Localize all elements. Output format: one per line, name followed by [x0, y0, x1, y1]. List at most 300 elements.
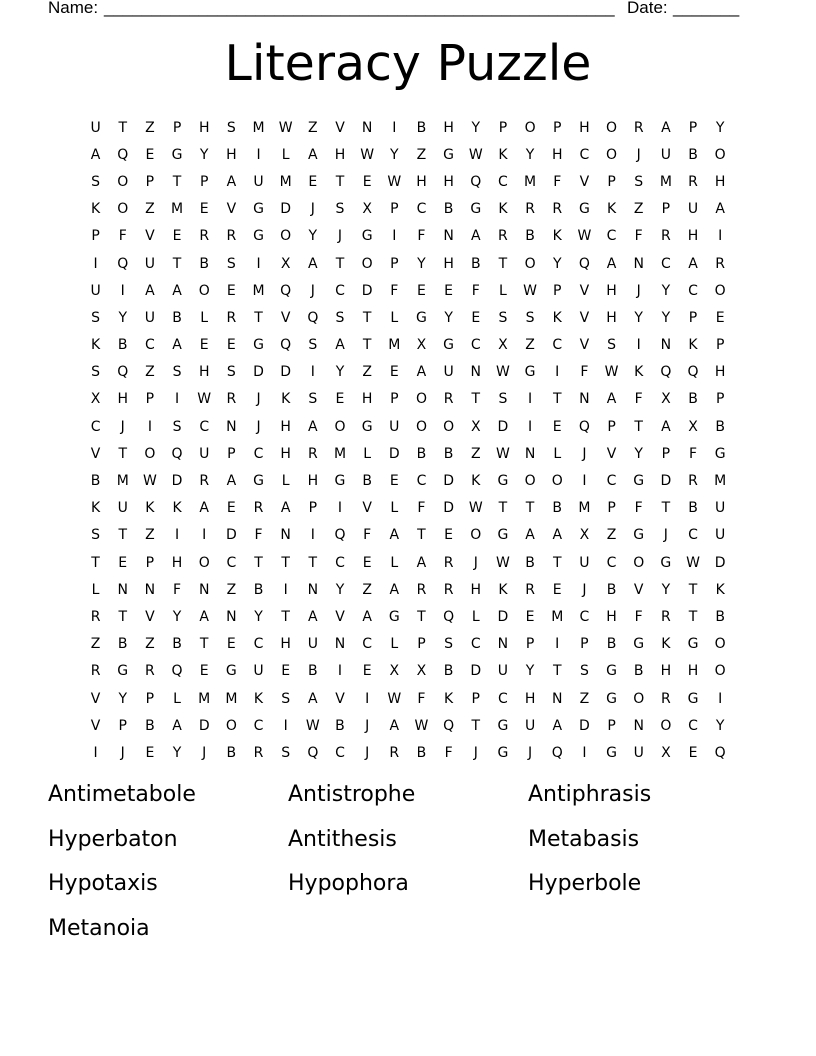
grid-cell[interactable]: Z — [145, 201, 155, 218]
grid-cell[interactable]: Y — [118, 309, 128, 326]
grid-cell[interactable]: I — [283, 581, 288, 598]
grid-cell[interactable]: H — [606, 282, 617, 299]
grid-cell[interactable]: S — [498, 391, 508, 408]
grid-cell[interactable]: C — [416, 473, 427, 490]
grid-cell[interactable]: J — [473, 554, 478, 571]
grid-cell[interactable]: O — [198, 282, 210, 299]
grid-cell[interactable]: A — [172, 282, 182, 299]
grid-cell[interactable]: U — [715, 527, 726, 544]
grid-cell[interactable]: O — [633, 554, 645, 571]
grid-cell[interactable]: P — [145, 391, 155, 408]
grid-cell[interactable]: G — [443, 146, 455, 163]
grid-cell[interactable]: E — [281, 663, 291, 680]
grid-cell[interactable]: R — [199, 473, 210, 490]
grid-cell[interactable]: E — [362, 554, 372, 571]
grid-cell[interactable]: B — [470, 255, 481, 272]
grid-cell[interactable]: G — [443, 337, 455, 354]
grid-cell[interactable]: F — [634, 500, 643, 517]
name-field[interactable]: ______________________________________________________ — [104, 0, 615, 17]
grid-cell[interactable]: C — [253, 717, 264, 734]
grid-cell[interactable]: T — [118, 608, 128, 625]
grid-cell[interactable]: P — [390, 391, 399, 408]
grid-cell[interactable]: H — [198, 364, 210, 381]
grid-cell[interactable]: H — [443, 173, 454, 190]
grid-cell[interactable]: F — [634, 228, 643, 245]
grid-cell[interactable]: S — [525, 309, 535, 326]
grid-cell[interactable]: P — [172, 119, 182, 136]
grid-cell[interactable]: K — [90, 500, 101, 517]
grid-cell[interactable]: V — [226, 201, 237, 218]
grid-cell[interactable]: X — [498, 337, 508, 354]
grid-cell[interactable]: A — [606, 391, 617, 408]
grid-cell[interactable]: D — [579, 717, 590, 734]
grid-cell[interactable]: E — [308, 173, 318, 190]
grid-cell[interactable]: K — [90, 337, 101, 354]
grid-cell[interactable]: Q — [171, 663, 183, 680]
grid-cell[interactable]: K — [90, 201, 101, 218]
grid-cell[interactable]: I — [147, 418, 152, 435]
grid-cell[interactable]: W — [496, 364, 510, 381]
grid-cell[interactable]: R — [199, 228, 210, 245]
grid-cell[interactable]: A — [389, 581, 400, 598]
grid-cell[interactable]: I — [392, 119, 397, 136]
grid-cell[interactable]: W — [468, 500, 483, 517]
grid-cell[interactable]: G — [253, 337, 264, 354]
grid-cell[interactable]: S — [607, 337, 616, 354]
grid-cell[interactable]: C — [416, 201, 427, 218]
grid-cell[interactable]: H — [307, 473, 319, 490]
grid-cell[interactable]: O — [606, 119, 618, 136]
grid-cell[interactable]: P — [145, 690, 155, 707]
grid-cell[interactable]: Q — [280, 337, 292, 354]
grid-cell[interactable]: F — [417, 500, 426, 517]
grid-cell[interactable]: C — [660, 255, 671, 272]
grid-cell[interactable]: C — [552, 337, 563, 354]
grid-cell[interactable]: R — [253, 744, 264, 761]
grid-cell[interactable]: B — [416, 119, 427, 136]
grid-cell[interactable]: M — [524, 173, 537, 190]
grid-cell[interactable]: C — [335, 744, 345, 761]
grid-cell[interactable]: U — [497, 663, 509, 680]
grid-cell[interactable]: R — [633, 119, 644, 136]
grid-cell[interactable]: F — [580, 364, 589, 381]
grid-cell[interactable]: I — [365, 690, 370, 707]
grid-cell[interactable]: Q — [443, 608, 455, 625]
grid-cell[interactable]: J — [310, 201, 315, 218]
grid-cell[interactable]: I — [582, 473, 587, 490]
grid-cell[interactable]: P — [553, 282, 562, 299]
grid-cell[interactable]: T — [254, 309, 263, 326]
grid-cell[interactable]: D — [253, 364, 264, 381]
grid-cell[interactable]: B — [552, 500, 563, 517]
grid-cell[interactable]: D — [388, 445, 400, 462]
grid-cell[interactable]: H — [443, 119, 454, 136]
grid-cell[interactable]: N — [497, 636, 509, 653]
grid-cell[interactable]: X — [416, 663, 427, 680]
grid-cell[interactable]: Y — [172, 744, 182, 761]
grid-cell[interactable]: V — [579, 173, 590, 190]
grid-cell[interactable]: H — [443, 255, 454, 272]
grid-cell[interactable]: S — [91, 173, 101, 190]
grid-cell[interactable]: P — [145, 173, 155, 190]
grid-cell[interactable]: U — [144, 255, 156, 272]
grid-cell[interactable]: Y — [634, 445, 643, 462]
grid-cell[interactable]: C — [145, 337, 155, 354]
grid-cell[interactable]: U — [715, 500, 726, 517]
grid-cell[interactable]: B — [226, 744, 237, 761]
grid-cell[interactable]: G — [253, 473, 264, 490]
grid-cell[interactable]: C — [226, 554, 237, 571]
grid-cell[interactable]: G — [253, 228, 264, 245]
grid-cell[interactable]: F — [118, 228, 127, 245]
grid-cell[interactable]: Q — [470, 173, 482, 190]
grid-cell[interactable]: F — [417, 228, 426, 245]
grid-cell[interactable]: G — [633, 527, 645, 544]
grid-cell[interactable]: E — [199, 201, 209, 218]
grid-cell[interactable]: P — [580, 636, 589, 653]
grid-cell[interactable]: E — [471, 309, 481, 326]
grid-cell[interactable]: W — [305, 717, 320, 734]
grid-cell[interactable]: G — [606, 690, 617, 707]
grid-cell[interactable]: U — [524, 717, 536, 734]
grid-cell[interactable]: A — [226, 173, 237, 190]
grid-cell[interactable]: W — [360, 146, 375, 163]
grid-cell[interactable]: P — [607, 418, 616, 435]
grid-cell[interactable]: B — [90, 473, 101, 490]
grid-cell[interactable]: E — [226, 337, 236, 354]
grid-cell[interactable]: Q — [117, 146, 129, 163]
grid-cell[interactable]: Q — [714, 744, 726, 761]
grid-cell[interactable]: V — [145, 608, 155, 625]
grid-cell[interactable]: B — [715, 608, 725, 625]
grid-cell[interactable]: E — [715, 309, 725, 326]
grid-cell[interactable]: T — [199, 636, 209, 653]
grid-cell[interactable]: V — [145, 228, 155, 245]
grid-cell[interactable]: P — [91, 228, 100, 245]
grid-cell[interactable]: K — [172, 500, 182, 517]
grid-cell[interactable]: C — [470, 636, 481, 653]
grid-cell[interactable]: B — [253, 581, 264, 598]
grid-cell[interactable]: V — [579, 309, 590, 326]
grid-cell[interactable]: P — [525, 636, 535, 653]
grid-cell[interactable]: I — [337, 663, 343, 680]
grid-cell[interactable]: S — [335, 201, 345, 218]
grid-cell[interactable]: X — [688, 418, 698, 435]
grid-cell[interactable]: J — [582, 581, 587, 598]
grid-cell[interactable]: P — [715, 391, 725, 408]
grid-cell[interactable]: N — [361, 119, 373, 136]
grid-cell[interactable]: O — [606, 146, 618, 163]
grid-cell[interactable]: O — [524, 473, 536, 490]
grid-cell[interactable]: B — [443, 445, 454, 462]
grid-cell[interactable]: A — [688, 255, 698, 272]
grid-cell[interactable]: O — [280, 228, 292, 245]
grid-cell[interactable]: B — [443, 201, 454, 218]
grid-cell[interactable]: B — [416, 744, 427, 761]
grid-cell[interactable]: S — [91, 527, 101, 544]
grid-cell[interactable]: H — [280, 636, 291, 653]
grid-cell[interactable]: C — [199, 418, 210, 435]
grid-cell[interactable]: K — [688, 337, 698, 354]
grid-cell[interactable]: B — [443, 663, 454, 680]
grid-cell[interactable]: X — [389, 663, 400, 680]
grid-cell[interactable]: Y — [661, 282, 671, 299]
grid-cell[interactable]: Y — [417, 255, 426, 272]
grid-cell[interactable]: T — [525, 500, 535, 517]
grid-cell[interactable]: F — [363, 527, 372, 544]
grid-cell[interactable]: N — [633, 717, 644, 734]
grid-cell[interactable]: A — [280, 500, 291, 517]
grid-cell[interactable]: A — [308, 690, 318, 707]
grid-cell[interactable]: F — [390, 282, 399, 299]
grid-cell[interactable]: N — [280, 527, 291, 544]
grid-cell[interactable]: D — [361, 282, 373, 299]
grid-cell[interactable]: M — [333, 445, 347, 462]
grid-cell[interactable]: A — [661, 418, 671, 435]
grid-cell[interactable]: I — [256, 146, 261, 163]
grid-cell[interactable]: K — [661, 636, 671, 653]
grid-cell[interactable]: L — [499, 282, 507, 299]
grid-cell[interactable]: I — [718, 228, 723, 245]
grid-cell[interactable]: C — [606, 473, 617, 490]
grid-cell[interactable]: E — [226, 282, 236, 299]
grid-cell[interactable]: Q — [578, 255, 590, 272]
grid-cell[interactable]: J — [636, 282, 641, 299]
grid-cell[interactable]: B — [416, 445, 427, 462]
grid-cell[interactable]: U — [687, 201, 699, 218]
grid-cell[interactable]: H — [334, 146, 346, 163]
grid-cell[interactable]: O — [144, 445, 156, 462]
grid-cell[interactable]: J — [256, 391, 261, 408]
grid-cell[interactable]: H — [687, 228, 699, 245]
grid-cell[interactable]: R — [416, 581, 427, 598]
grid-cell[interactable]: M — [252, 282, 265, 299]
grid-cell[interactable]: L — [471, 608, 480, 625]
grid-cell[interactable]: O — [551, 473, 563, 490]
grid-cell[interactable]: Q — [117, 364, 129, 381]
grid-cell[interactable]: C — [688, 282, 698, 299]
grid-cell[interactable]: Y — [199, 146, 209, 163]
grid-cell[interactable]: K — [552, 228, 562, 245]
grid-cell[interactable]: A — [416, 364, 427, 381]
grid-cell[interactable]: H — [280, 418, 291, 435]
grid-cell[interactable]: H — [226, 146, 237, 163]
grid-cell[interactable]: G — [687, 636, 699, 653]
grid-cell[interactable]: R — [525, 581, 535, 598]
grid-cell[interactable]: Z — [362, 364, 372, 381]
grid-cell[interactable]: M — [171, 201, 184, 218]
grid-cell[interactable]: F — [634, 608, 643, 625]
grid-cell[interactable]: W — [496, 554, 510, 571]
grid-cell[interactable]: H — [361, 391, 373, 408]
grid-cell[interactable]: Z — [90, 636, 101, 653]
grid-cell[interactable]: P — [553, 119, 562, 136]
grid-cell[interactable]: Z — [145, 636, 155, 653]
grid-cell[interactable]: Y — [525, 146, 535, 163]
grid-cell[interactable]: S — [172, 418, 182, 435]
grid-cell[interactable]: O — [524, 255, 536, 272]
grid-cell[interactable]: A — [715, 201, 725, 218]
grid-cell[interactable]: S — [91, 309, 101, 326]
grid-cell[interactable]: P — [118, 717, 127, 734]
grid-cell[interactable]: R — [145, 663, 155, 680]
grid-cell[interactable]: Z — [145, 527, 155, 544]
grid-cell[interactable]: C — [335, 282, 345, 299]
grid-cell[interactable]: P — [390, 201, 399, 218]
grid-cell[interactable]: Q — [280, 282, 292, 299]
grid-cell[interactable]: N — [307, 581, 319, 598]
grid-cell[interactable]: W — [468, 146, 483, 163]
grid-cell[interactable]: Z — [525, 337, 535, 354]
grid-cell[interactable]: S — [281, 690, 291, 707]
grid-cell[interactable]: B — [117, 337, 128, 354]
grid-cell[interactable]: S — [226, 119, 236, 136]
grid-cell[interactable]: M — [116, 473, 129, 490]
grid-cell[interactable]: K — [498, 581, 508, 598]
grid-cell[interactable]: Y — [661, 581, 671, 598]
grid-cell[interactable]: I — [718, 690, 723, 707]
grid-cell[interactable]: T — [172, 173, 182, 190]
grid-cell[interactable]: Q — [171, 445, 183, 462]
grid-cell[interactable]: U — [579, 554, 590, 571]
grid-cell[interactable]: H — [606, 608, 617, 625]
grid-cell[interactable]: O — [524, 119, 536, 136]
grid-cell[interactable]: M — [714, 473, 727, 490]
grid-cell[interactable]: T — [552, 663, 562, 680]
grid-cell[interactable]: L — [390, 500, 399, 517]
grid-cell[interactable]: V — [362, 500, 372, 517]
grid-cell[interactable]: O — [117, 173, 129, 190]
grid-cell[interactable]: V — [90, 445, 101, 462]
grid-cell[interactable]: C — [579, 146, 590, 163]
grid-cell[interactable]: N — [198, 581, 210, 598]
grid-cell[interactable]: Y — [444, 309, 453, 326]
grid-cell[interactable]: J — [473, 744, 478, 761]
grid-cell[interactable]: Z — [470, 445, 481, 462]
grid-cell[interactable]: E — [389, 364, 399, 381]
grid-cell[interactable]: R — [226, 309, 237, 326]
grid-cell[interactable]: T — [362, 337, 372, 354]
grid-cell[interactable]: T — [634, 418, 643, 435]
grid-cell[interactable]: P — [607, 173, 616, 190]
grid-cell[interactable]: Z — [308, 119, 318, 136]
grid-cell[interactable]: R — [660, 228, 671, 245]
grid-cell[interactable]: E — [552, 418, 562, 435]
grid-cell[interactable]: S — [498, 309, 508, 326]
grid-cell[interactable]: H — [171, 554, 183, 571]
grid-cell[interactable]: M — [388, 337, 401, 354]
grid-cell[interactable]: Q — [334, 527, 346, 544]
grid-cell[interactable]: E — [389, 473, 399, 490]
grid-cell[interactable]: G — [117, 663, 129, 680]
grid-cell[interactable]: Y — [471, 119, 481, 136]
grid-cell[interactable]: C — [498, 173, 508, 190]
grid-cell[interactable]: O — [470, 527, 482, 544]
grid-cell[interactable]: W — [197, 391, 212, 408]
grid-cell[interactable]: P — [607, 500, 616, 517]
grid-cell[interactable]: K — [444, 690, 454, 707]
grid-cell[interactable]: A — [308, 255, 318, 272]
grid-cell[interactable]: L — [390, 309, 399, 326]
grid-cell[interactable]: W — [577, 228, 592, 245]
grid-cell[interactable]: S — [91, 364, 101, 381]
grid-cell[interactable]: T — [118, 527, 128, 544]
grid-cell[interactable]: Q — [443, 717, 455, 734]
grid-cell[interactable]: T — [417, 527, 426, 544]
grid-cell[interactable]: R — [525, 201, 535, 218]
grid-cell[interactable]: G — [470, 201, 482, 218]
grid-cell[interactable]: P — [308, 500, 318, 517]
grid-cell[interactable]: H — [470, 581, 482, 598]
grid-cell[interactable]: D — [198, 717, 210, 734]
grid-cell[interactable]: C — [498, 690, 508, 707]
grid-cell[interactable]: U — [307, 636, 318, 653]
grid-cell[interactable]: I — [310, 364, 315, 381]
grid-cell[interactable]: M — [551, 608, 564, 625]
grid-cell[interactable]: K — [253, 690, 264, 707]
grid-cell[interactable]: T — [688, 608, 698, 625]
grid-cell[interactable]: E — [145, 744, 155, 761]
grid-cell[interactable]: A — [172, 717, 182, 734]
grid-cell[interactable]: H — [117, 391, 128, 408]
grid-cell[interactable]: P — [607, 717, 616, 734]
grid-cell[interactable]: N — [633, 255, 644, 272]
grid-cell[interactable]: N — [470, 364, 481, 381]
grid-cell[interactable]: Q — [117, 255, 129, 272]
grid-cell[interactable]: O — [117, 201, 129, 218]
grid-cell[interactable]: W — [604, 364, 619, 381]
grid-cell[interactable]: G — [633, 636, 645, 653]
grid-cell[interactable]: Y — [634, 309, 643, 326]
grid-cell[interactable]: H — [660, 663, 672, 680]
grid-cell[interactable]: V — [335, 608, 345, 625]
grid-cell[interactable]: P — [715, 337, 725, 354]
grid-cell[interactable]: T — [498, 255, 508, 272]
grid-cell[interactable]: I — [636, 337, 641, 354]
grid-cell[interactable]: W — [387, 173, 402, 190]
grid-cell[interactable]: L — [553, 445, 562, 462]
grid-cell[interactable]: U — [90, 282, 101, 299]
grid-cell[interactable]: A — [172, 337, 182, 354]
grid-cell[interactable]: K — [498, 201, 508, 218]
grid-cell[interactable]: R — [90, 663, 101, 680]
grid-cell[interactable]: R — [307, 445, 318, 462]
grid-cell[interactable]: Y — [335, 364, 345, 381]
grid-cell[interactable]: R — [90, 608, 101, 625]
grid-cell[interactable]: N — [524, 445, 536, 462]
grid-cell[interactable]: S — [308, 391, 318, 408]
grid-cell[interactable]: T — [308, 554, 318, 571]
grid-cell[interactable]: J — [120, 418, 125, 435]
grid-cell[interactable]: I — [256, 255, 261, 272]
grid-cell[interactable]: F — [417, 690, 426, 707]
grid-cell[interactable]: L — [91, 581, 100, 598]
grid-cell[interactable]: A — [199, 608, 209, 625]
grid-cell[interactable]: T — [172, 255, 182, 272]
grid-cell[interactable]: F — [444, 744, 453, 761]
grid-cell[interactable]: K — [471, 473, 481, 490]
grid-cell[interactable]: X — [470, 418, 481, 435]
grid-cell[interactable]: Q — [578, 418, 590, 435]
grid-cell[interactable]: I — [174, 391, 180, 408]
grid-cell[interactable]: W — [142, 473, 157, 490]
grid-cell[interactable]: N — [443, 228, 454, 245]
grid-cell[interactable]: Y — [172, 608, 182, 625]
grid-cell[interactable]: F — [254, 527, 263, 544]
grid-cell[interactable]: W — [387, 690, 402, 707]
grid-cell[interactable]: H — [198, 119, 210, 136]
grid-cell[interactable]: F — [688, 445, 698, 462]
